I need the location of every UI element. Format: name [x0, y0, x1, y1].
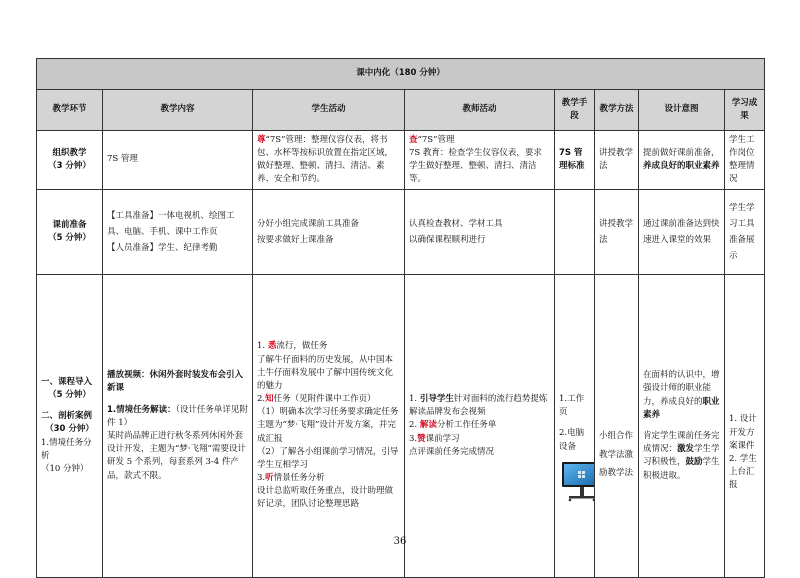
item-number: 3. [409, 433, 418, 444]
teacher-activity-cell: 认真检查教材、学材工具 以确保课程顺利进行 [405, 190, 555, 275]
phase-sub-time: （10 分钟） [41, 463, 89, 474]
keyword: 引导学生 [419, 394, 454, 405]
outcome-item: 1. 设计开发方案课件 [729, 414, 757, 451]
outcome-item: 2. 学生上台汇报 [729, 454, 757, 491]
keyword: 查 [409, 134, 418, 145]
item-text: 课前学习 [425, 433, 460, 444]
keyword: 尊 [257, 134, 266, 145]
intent-cell [639, 275, 725, 578]
outcome-cell [725, 275, 765, 578]
content-task-ref: （设计任务单详见附件 1） [107, 404, 248, 428]
phase-time: （5 分钟） [48, 390, 91, 401]
content-task-text: 某时尚品牌正进行秋冬系列休闲外套设计开发，主题为“梦·飞翔”需要设计研发 5 个系列，每套系列 3-4 件产品，款式不限。 [107, 431, 246, 481]
phase-name: 组织教学 [52, 147, 87, 158]
item-detail: 设计总监听取任务重点，设计助理做好记录，团队讨论整理思路 [257, 486, 394, 510]
header-method: 教学方法 [595, 90, 639, 131]
intent-text: 学生积极进取。 [643, 457, 720, 481]
header-outcome: 学习成果 [725, 90, 765, 131]
header-intent: 设计意图 [639, 90, 725, 131]
page-number: 36 [393, 536, 407, 547]
intent-text: 提前做好课前准备， [643, 147, 720, 158]
item-detail: （2）了解各小组课前学习情况，引导学生互相学习 [257, 446, 399, 470]
intent-emphasis: 激发 [677, 444, 695, 455]
means-item: 2.电脑设备 [559, 428, 585, 452]
item-number: 2. [409, 420, 418, 431]
intent-emphasis: 鼓励 [685, 457, 703, 468]
intent-emphasis: 职业素养 [643, 396, 720, 420]
teacher-activity-text: “7S”管理 7S 教育：检查学生仪容仪表，要求学生做好整理、整顿、清扫、清洁等。 [409, 134, 542, 185]
intent-text: 肯定学生课前任务完成情况： [643, 431, 720, 455]
content-cell: 7S 管理 [103, 131, 253, 190]
header-means: 教学手段 [555, 90, 595, 131]
keyword: 赞 [417, 433, 426, 444]
phase-name: 二、剖析案例 [41, 411, 93, 422]
item-text: 情景任务分析 [273, 473, 325, 484]
student-activity-text: “7S”管理：整理仪容仪表，将书包、水杯等按标识放置在指定区域，做好整理、整顿、清扫、清洁、素养、安全和节约。 [257, 134, 394, 185]
phase-time: （5 分钟） [48, 233, 91, 243]
header-content: 教学内容 [103, 90, 253, 131]
table-row [37, 131, 765, 190]
content-people: 【人员准备】学生、纪律考勤 [107, 243, 218, 254]
item-detail: 了解牛仔面料的历史发展，从中国本土牛仔面料发展中了解中国传统文化的魅力 [257, 354, 394, 391]
method-cell: 讲授教学法 [595, 190, 639, 275]
item-text: 流行，做任务 [276, 341, 328, 352]
item-number: 1. [257, 341, 266, 352]
content-task-title: 1.情境任务解读： [107, 404, 176, 415]
keyword: 听 [265, 473, 274, 484]
keyword: 知 [265, 394, 274, 405]
phase-sub: 1.情境任务分析 [41, 437, 92, 461]
content-video: 播放视频：休闲外套时装发布会引入新课 [107, 370, 244, 394]
means-item: 1.工作页 [559, 394, 585, 418]
phase-name: 一、课程导入 [41, 376, 93, 387]
intent-cell [639, 131, 725, 190]
intent-cell: 通过课前准备达到快速进入课堂的效果 [639, 190, 725, 275]
item-detail: 点评课前任务完成情况 [409, 446, 495, 457]
teacher-activity-cell [405, 131, 555, 190]
table-title: 课中内化（180 分钟） [37, 59, 765, 90]
item-number: 3. [257, 473, 266, 484]
intent-text: 在面料的认识中，增强设计师的职业能力，养成良好的 [643, 370, 720, 407]
content-tools: 【工具准备】一体电视机、绘图工具、电脑、手机、课中工作页 [107, 210, 235, 237]
keyword: 解读 [419, 420, 437, 431]
student-activity-cell: 分好小组完成课前工具准备 按要求做好上课准备 [253, 190, 405, 275]
intent-emphasis: 养成良好的职业素养 [643, 161, 720, 171]
phase-cell [37, 131, 103, 190]
table-row [37, 275, 765, 578]
header-phase: 教学环节 [37, 90, 103, 131]
table-row [37, 190, 765, 275]
item-number: 1. [409, 394, 418, 405]
content-cell [103, 190, 253, 275]
item-text: 任务（见附件课中工作页） [273, 394, 376, 405]
method-cell: 讲授教学法 [595, 131, 639, 190]
item-number: 2. [257, 394, 266, 405]
outcome-cell: 学生学习工具准备展示 [725, 190, 765, 275]
student-activity-cell [253, 275, 405, 578]
method-cell: 小组合作教学法激励教学法 [595, 275, 639, 578]
intent-text: 学生学习积极性， [643, 444, 720, 468]
student-activity-cell [253, 131, 405, 190]
smart-board-icon [559, 460, 595, 502]
phase-time: （30 分钟） [45, 424, 94, 435]
item-text: 针对面料的流行趋势提炼解读品牌发布会视频 [409, 394, 548, 418]
teacher-activity-cell [405, 275, 555, 578]
header-row [37, 90, 765, 131]
content-cell [103, 275, 253, 578]
outcome-cell: 学生工作岗位整理情况 [725, 131, 765, 190]
phase-cell [37, 190, 103, 275]
item-text: 分析工作任务单 [436, 420, 497, 431]
title-row [37, 59, 765, 90]
item-detail: （1）明确本次学习任务要求确定任务主题为“梦·飞翔”设计开发方案，并完成汇报 [257, 407, 399, 444]
means-cell [555, 275, 595, 578]
header-teacher-activity: 教师活动 [405, 90, 555, 131]
keyword: 悉 [267, 341, 277, 352]
phase-time: （3 分钟） [48, 161, 91, 171]
phase-cell [37, 275, 103, 578]
phase-name: 课前准备 [52, 219, 87, 230]
header-student-activity: 学生活动 [253, 90, 405, 131]
lesson-plan-table [36, 58, 765, 578]
means-cell: 7S 管理标准 [555, 131, 595, 190]
means-cell [555, 190, 595, 275]
